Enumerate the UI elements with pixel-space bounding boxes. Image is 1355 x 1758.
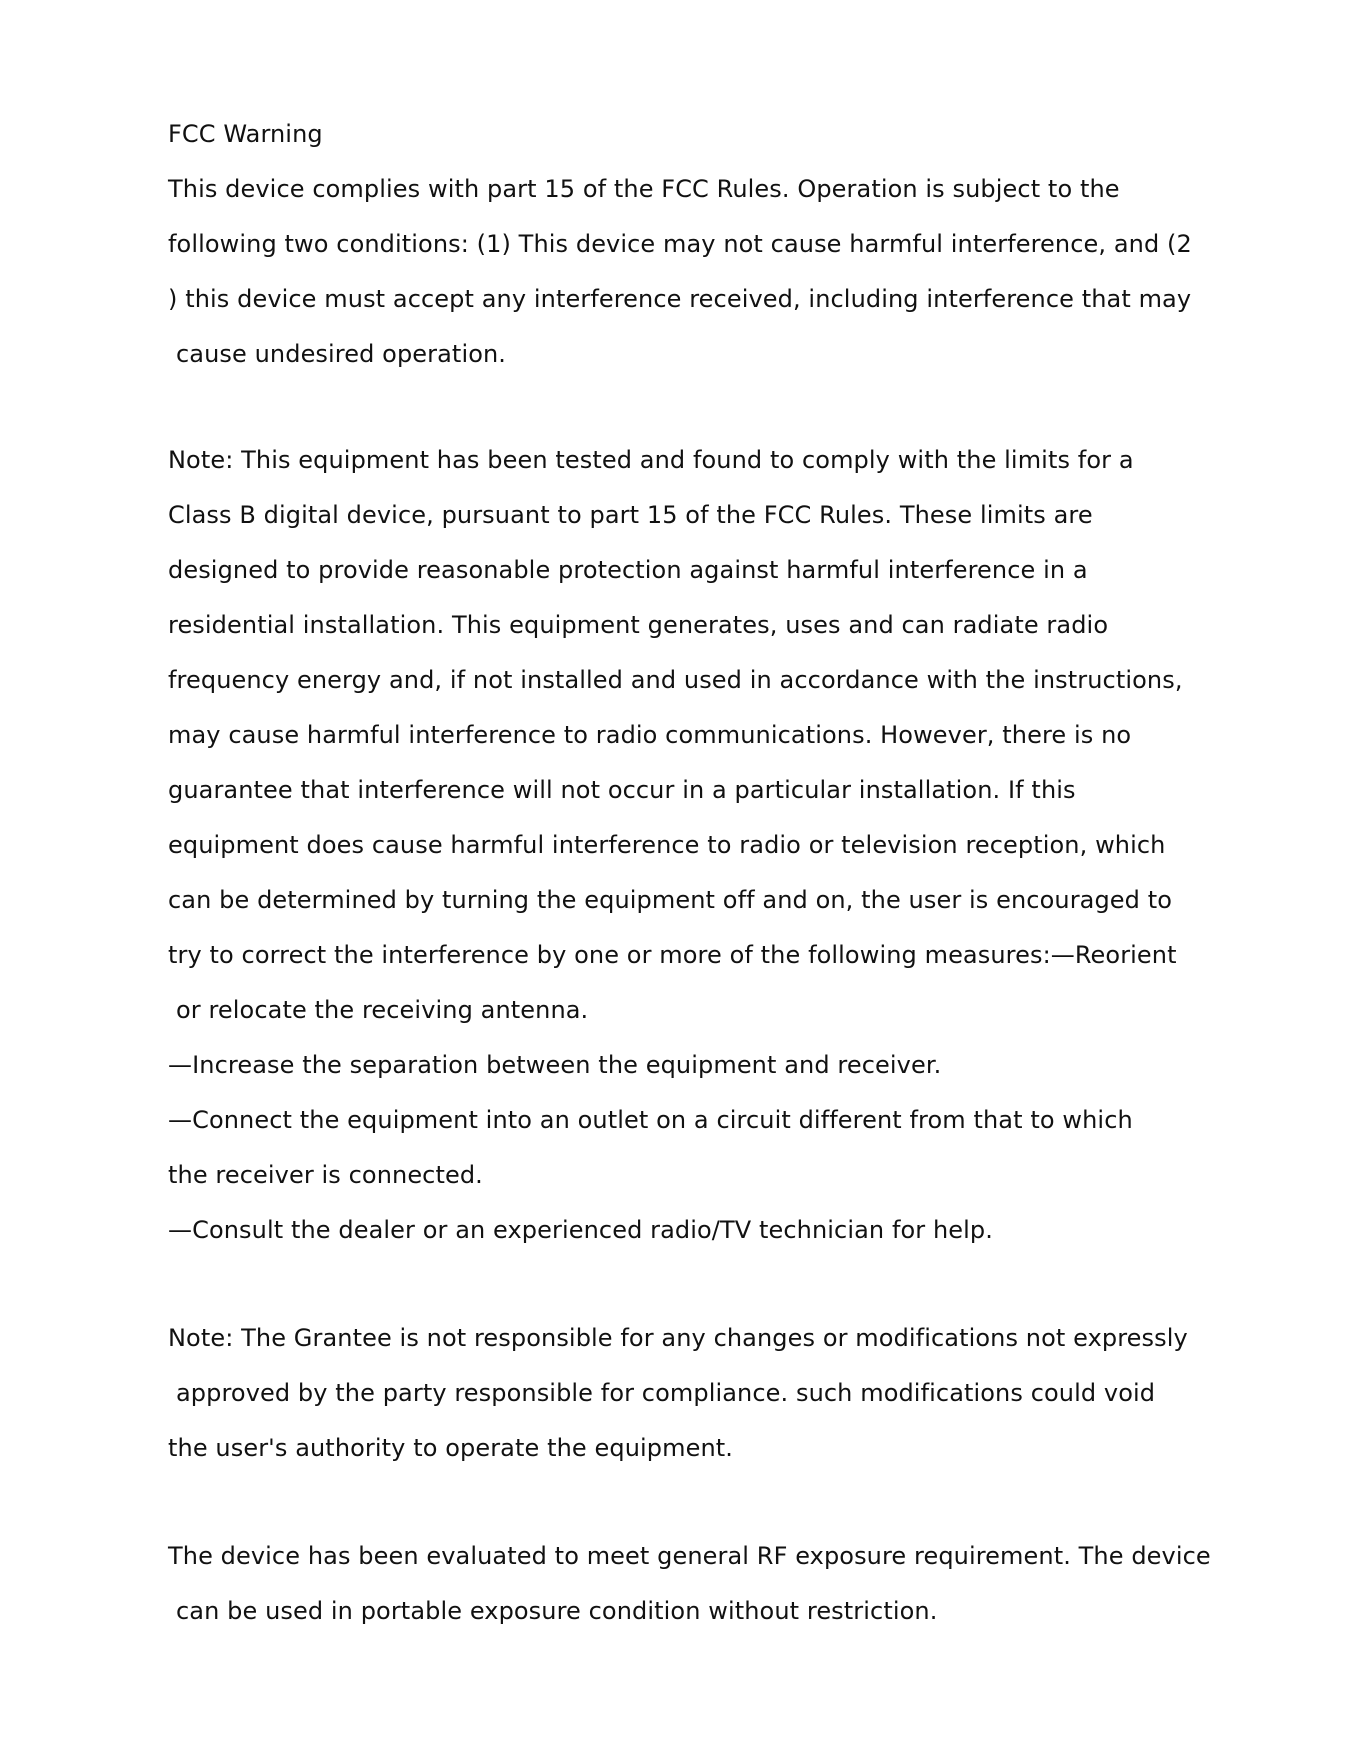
paragraph-line: equipment does cause harmful interference to radio or television reception, which	[168, 831, 1166, 859]
paragraph-line: residential installation. This equipment generates, uses and can radiate radio	[168, 611, 1109, 639]
paragraph-line: Note: The Grantee is not responsible for any changes or modifications not expressly	[168, 1324, 1188, 1352]
paragraph-line: frequency energy and, if not installed and used in accordance with the instructions,	[168, 666, 1183, 694]
paragraph-line: following two conditions: (1) This device may not cause harmful interference, and (2	[168, 230, 1192, 258]
measure-item: —Consult the dealer or an experienced radio/TV technician for help.	[168, 1216, 993, 1244]
paragraph-line: try to correct the interference by one or more of the following measures:—Reorient	[168, 941, 1177, 969]
paragraph-line: The device has been evaluated to meet general RF exposure requirement. The device	[168, 1542, 1211, 1570]
measure-item: —Increase the separation between the equipment and receiver.	[168, 1051, 942, 1079]
paragraph-line: cause undesired operation.	[176, 340, 507, 368]
document-title: FCC Warning	[168, 120, 323, 148]
paragraph-line: Class B digital device, pursuant to part 15 of the FCC Rules. These limits are	[168, 501, 1093, 529]
paragraph-line: approved by the party responsible for compliance. such modifications could void	[176, 1379, 1156, 1407]
paragraph-line: designed to provide reasonable protection against harmful interference in a	[168, 556, 1088, 584]
paragraph-line: can be used in portable exposure condition without restriction.	[176, 1597, 938, 1625]
paragraph-line: the receiver is connected.	[168, 1161, 483, 1189]
paragraph-line: the user's authority to operate the equipment.	[168, 1434, 734, 1462]
paragraph-line: guarantee that interference will not occur in a particular installation. If this	[168, 776, 1076, 804]
paragraph-line: or relocate the receiving antenna.	[176, 996, 589, 1024]
paragraph-line: may cause harmful interference to radio communications. However, there is no	[168, 721, 1132, 749]
paragraph-line: This device complies with part 15 of the FCC Rules. Operation is subject to the	[168, 175, 1120, 203]
paragraph-line: can be determined by turning the equipment off and on, the user is encouraged to	[168, 886, 1173, 914]
measure-item: —Connect the equipment into an outlet on a circuit different from that to which	[168, 1106, 1133, 1134]
paragraph-line: Note: This equipment has been tested and found to comply with the limits for a	[168, 446, 1134, 474]
paragraph-line: ) this device must accept any interference received, including interference that may	[168, 285, 1192, 313]
